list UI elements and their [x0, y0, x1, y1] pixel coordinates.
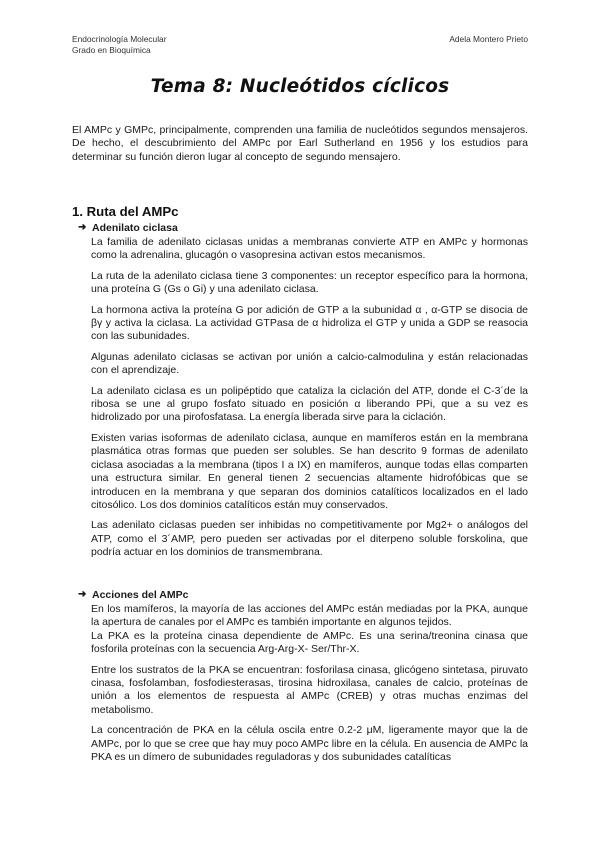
section-heading-ruta-ampc: 1. Ruta del AMPc	[72, 204, 179, 219]
header-degree: Grado en Bioquímica	[72, 45, 151, 55]
arrow-right-icon: ➜	[78, 222, 87, 233]
subheading-acciones-ampc	[78, 589, 188, 601]
paragraph: La PKA es la proteína cinasa dependiente de AMPc. Es una serina/treonina cinasa que fosforila proteínas con la secuencia Arg-Arg-X- Ser/Thr-X.	[91, 629, 528, 656]
header-left	[72, 34, 167, 56]
paragraph: Las adenilato ciclasas pueden ser inhibidas no competitivamente por Mg2+ o análogos del ATP, como el 3´AMP, pero pueden ser activadas por el diterpeno soluble forskolina, que podría actuar en los dominios de transmembrana.	[91, 519, 528, 559]
subheading-label: Adenilato ciclasa	[92, 222, 178, 234]
page-title: Tema 8: Nucleótidos cíclicos	[150, 76, 450, 97]
subheading-label: Acciones del AMPc	[92, 589, 189, 601]
acciones-ampc-body	[91, 603, 528, 771]
paragraph: Algunas adenilato ciclasas se activan por unión a calcio-calmodulina y están relacionadas con el aprendizaje.	[91, 350, 528, 377]
intro-paragraph: El AMPc y GMPc, principalmente, comprenden una familia de nucleótidos segundos mensajeros. De hecho, el descubrimiento del AMPc por Earl Sutherland en 1956 y los estudios para determinar su función dieron lugar al concepto de segundo mensajero.	[72, 124, 528, 163]
paragraph: La concentración de PKA en la célula oscila entre 0.2-2 μM, ligeramente mayor que la de AMPc, por lo que se cree que hay muy poco AMPc libre en la célula. En ausencia de AMPc la PKA es un dímero de subunidades reguladoras y dos subunidades catalíticas	[91, 724, 528, 764]
header-course: Endocrinología Molecular	[72, 34, 167, 44]
arrow-right-icon: ➜	[78, 589, 87, 600]
paragraph: Entre los sustratos de la PKA se encuentran: fosforilasa cinasa, glicógeno sintetasa, piruvato cinasa, fosfolamban, fosfodiesterasas, tirosina hidroxilasa, canales de calcio, proteínas de unión a los elementos de respuesta al AMPc (CREB) y otras muchas enzimas del metabolismo.	[91, 663, 528, 716]
intro-section	[72, 124, 528, 164]
subheading-adenilato-ciclasa	[78, 222, 178, 234]
adenilato-ciclasa-body	[91, 236, 528, 567]
paragraph: Existen varias isoformas de adenilato ciclasa, aunque en mamíferos están en la membrana plasmática otras formas que pueden ser solubles. Se han descrito 9 formas de adenilato ciclasa asociadas a la membrana (tipos I a IX) en mamíferos, aunque todas ellas comparten una estructura similar. En general tienen 2 secuencias altamente hidrofóbicas que se introducen en la membrana y que separan dos dominios catalíticos localizados en el lado citosólico. Los dos dominios catalíticos están muy conservados.	[91, 431, 528, 511]
paragraph: La ruta de la adenilato ciclasa tiene 3 componentes: un receptor específico para la hormona, una proteína G (Gs o Gi) y una adenilato ciclasa.	[91, 269, 528, 296]
paragraph: La adenilato ciclasa es un polipéptido que cataliza la ciclación del ATP, donde el C-3´de la ribosa se une al grupo fosfato situado en posición α liberando PPi, que a su vez es hidrolizado por una pirofosfatasa. La energía liberada sirve para la ciclación.	[91, 384, 528, 424]
header-author: Adela Montero Prieto	[449, 34, 528, 44]
paragraph: La hormona activa la proteína G por adición de GTP a la subunidad α , α-GTP se disocia de βγ y activa la ciclasa. La actividad GTPasa de α hidroliza el GTP y unida a GDP se reasocia con las subunidades.	[91, 303, 528, 343]
paragraph: La familia de adenilato ciclasas unidas a membranas convierte ATP en AMPc y hormonas como la adrenalina, glucagón o vasopresina activan estos mecanismos.	[91, 236, 528, 262]
paragraph: En los mamíferos, la mayoría de las acciones del AMPc están mediadas por la PKA, aunque la apertura de canales por el AMPc es también importante en algunos tejidos.	[91, 603, 528, 629]
